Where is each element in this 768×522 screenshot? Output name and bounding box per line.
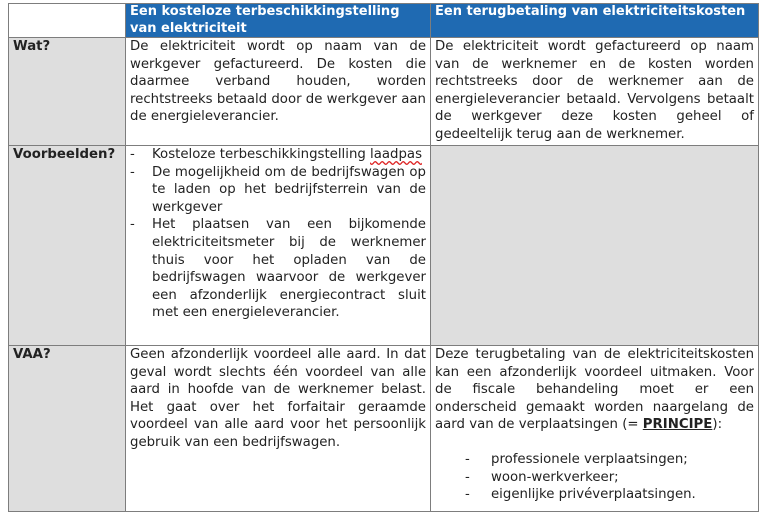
row-label-vaa: VAA?: [9, 346, 126, 512]
list-dash: -: [465, 469, 470, 485]
list-item: [435, 451, 754, 469]
list-dash: -: [465, 487, 470, 503]
list-item-text: Het plaatsen van een bijkomende elektriciteitsmeter bij de werknemer thuis voor het opladen van de bedrijfswagen waarvoor de werkgever een afzonderlijk energiecontract sluit met een energieleverancier.: [152, 217, 426, 321]
list-item-text: De mogelijkheid om de bedrijfswagen op te laden op het bedrijfsterrein van de werkgever: [152, 164, 426, 215]
list-item-text: professionele verplaatsingen;: [491, 451, 688, 467]
list-item: [435, 469, 754, 487]
row-vaa: [9, 346, 759, 512]
list-item: [130, 216, 426, 322]
principe-link-text: PRINCIPE: [642, 417, 713, 433]
voorbeelden-list: [130, 146, 426, 322]
header-row: [9, 4, 759, 38]
list-item-text: woon-werkverkeer;: [491, 469, 619, 485]
header-cell-terugbetaling: [431, 4, 759, 38]
cell-voorbeelden-terugbetaling: [431, 146, 759, 346]
cell-vaa-terugbetaling: [431, 346, 759, 512]
list-dash: -: [130, 147, 135, 162]
header-terugbetaling-text: Een terugbetaling van elektriciteitskosten: [435, 4, 746, 19]
header-cell-kosteloze: [126, 4, 431, 38]
cell-vaa-kosteloze: Geen afzonderlijk voordeel alle aard. In dat geval wordt slechts één voordeel van alle aard in hoofde van de werknemer belast. Het gaat over het forfaitair geraamde voordeel van alle aard voor het persoonlijk gebruik van een bedrijfswagen.: [126, 346, 431, 512]
list-item-text: eigenlijke privéverplaatsingen.: [491, 487, 696, 503]
vaa-terugbetaling-intro: [435, 346, 754, 434]
comparison-table: [8, 3, 759, 512]
list-dash: -: [130, 164, 135, 180]
list-item: [130, 164, 426, 217]
header-kosteloze-text: Een kosteloze terbeschikkingstelling van elektriciteit: [130, 4, 400, 36]
vaa-intro-close: ):: [712, 417, 723, 433]
list-item: [130, 146, 426, 164]
list-dash: -: [130, 217, 135, 233]
cell-voorbeelden-kosteloze: [126, 146, 431, 346]
vaa-intro-text: Deze terugbetaling van de elektriciteitskosten kan een afzonderlijk voordeel uitmaken. Voor de fiscale behandeling moet er een onderscheid gemaakt worden naargelang de aard van de verplaatsingen (=: [435, 347, 754, 433]
cell-wat-kosteloze: De elektriciteit wordt op naam van de werkgever gefactureerd. De kosten die daarmee verband houden, worden rechtstreeks betaald door de werkgever aan de energieleverancier.: [126, 38, 431, 146]
verplaatsingen-list: [435, 451, 754, 504]
list-item-text-flagged: laadpas: [370, 147, 422, 162]
row-voorbeelden: [9, 146, 759, 346]
cell-wat-terugbetaling: De elektriciteit wordt gefactureerd op naam van de werknemer en de kosten worden rechtstreeks door de werknemer aan de energieleverancier betaald. Vervolgens betaalt de werkgever deze kosten geheel of gedeeltelijk terug aan de werknemer.: [431, 38, 759, 146]
header-cell-empty: [9, 4, 126, 38]
list-item-text: Kosteloze terbeschikkingstelling: [152, 147, 371, 162]
row-label-voorbeelden: Voorbeelden?: [9, 146, 126, 346]
list-dash: -: [465, 451, 470, 467]
list-item: [435, 486, 754, 504]
row-wat: [9, 38, 759, 146]
row-label-wat: Wat?: [9, 38, 126, 146]
